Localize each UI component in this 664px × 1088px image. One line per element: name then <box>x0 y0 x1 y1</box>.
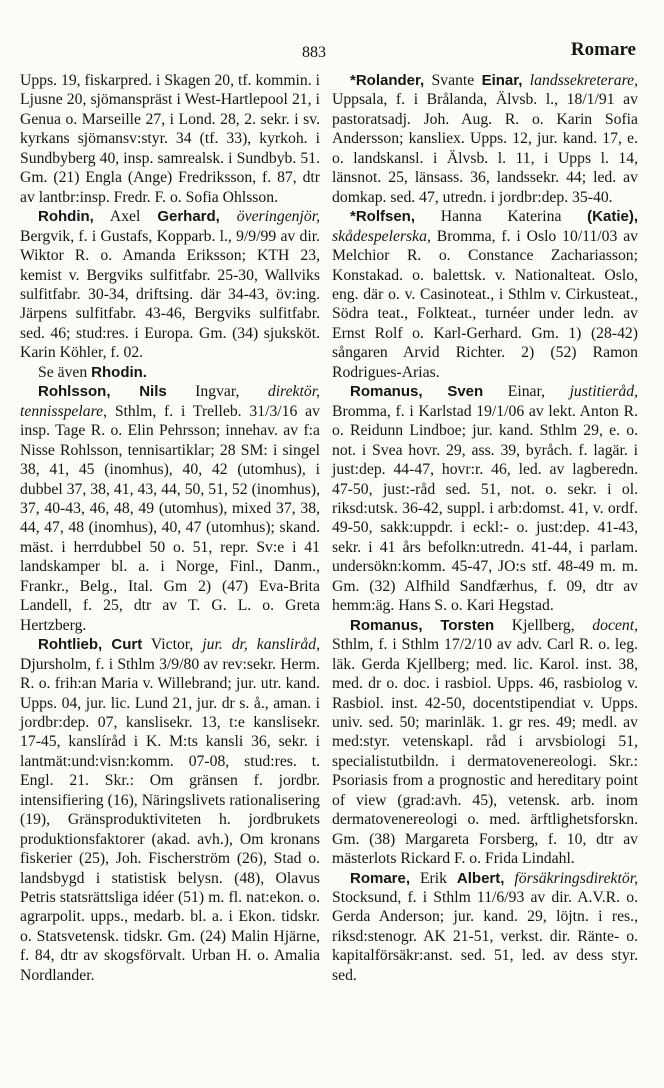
entry-title: direktör, tennisspelare, <box>20 383 320 420</box>
entry-surname: Rohlsson, <box>38 383 111 401</box>
entry-romanus-sven <box>332 382 638 615</box>
left-column <box>20 71 320 985</box>
entry-rohlsson <box>20 382 320 635</box>
entry-given-bold: (Katie), <box>587 208 638 226</box>
entry-given: Victor, <box>142 636 194 654</box>
running-head: Romare <box>570 39 636 60</box>
see-also-ref: Rhodin. <box>91 363 147 381</box>
entry-romanus-torsten <box>332 616 638 869</box>
entry-given: Hanna Katerina <box>415 208 588 226</box>
entry-given: Erik <box>410 869 457 887</box>
right-column <box>332 71 638 985</box>
entry-rolfsen <box>332 207 638 382</box>
entry-given: Svante <box>424 72 482 89</box>
entry-title: landssekreterare, <box>522 72 638 89</box>
entry-given: Kjellberg, <box>494 616 575 634</box>
entry-surname: Romare, <box>350 869 411 887</box>
entry-surname: Rohtlieb, <box>38 636 103 654</box>
entry-given-bold: Gerhard, <box>157 208 220 226</box>
entry-given: Ingvar, <box>166 383 240 401</box>
entry-title: docent, <box>574 616 638 634</box>
entry-title: jur. dr, kansliråd, <box>193 636 320 654</box>
entry-rolander <box>332 71 638 207</box>
entry-romare <box>332 869 638 986</box>
entry-text: Bergvik, f. i Gustafs, Kopparb. l., 9/9/99 av dir. Wiktor R. o. Amanda Eriksson; KTH 23, kemist v. Bergviks sulfitfabr. 25-30, Wallviks sulfitfabr. 30-34, driftsing. där 34-43, öv:ing. Järpens sulfitfabr. 43-46, Bergviks sulfitfabr. sed. 46; stud:res. i Europa. Gm. (34) sjuksköt. Karin Köhler, f. 02. <box>20 227 320 362</box>
entry-text: Sthlm, f. i Trelleb. 31/3/16 av insp. Tage R. o. Elin Pehrsson; innehav. av f:a Nisse Rohlsson, tennisartiklar; 28 SM: i singel 38, 41, 45 (inomhus), 40, 42 (utomhus), i dubbel 37, 38, 41, 43, 44, 50, 51, 52 (inomhus), 37, 40-43, 46, 48, 49 (utomhus), mixed 37, 38, 44, 47, 48 (inomhus), 40, 47 (utomhus); skand. mäst. i herrdubbel 50 o. 51, repr. Sv:e i 41 landskamper bl. a. i Norge, Finl., Danm., Frankr., Belg., Ital. Gm 2) (47) Eva-Brita Landell, f. 25, dtr av T. G. L. o. Greta Hertzberg. <box>20 402 320 634</box>
entry-title: försäkringsdirektör, <box>504 869 638 887</box>
entry-title: överingenjör, <box>219 208 320 226</box>
entry-given-bold: Torsten <box>422 616 495 634</box>
entry-title: justitieråd, <box>545 383 638 401</box>
entry-surname: Romanus, <box>350 616 423 634</box>
page-number: 883 <box>302 44 326 61</box>
entry-text: Bromma, f. i Oslo 10/11/03 av Melchior R. o. Constance Zachariasson; Konstakad. o. balettsk. v. Nationalteat. Oslo, eng. där o. v. Casinoteat., i Sthlm v. Cirkusteat., Södra teat., Folkteat., turnéer under ledn. av Ernst Rolf o. Karl-Gerhard. Gm. 1) (28-42) sångaren Arvid Richter. 2) (52) Ramon Rodrigues-Arias. <box>332 227 638 381</box>
entry-given-bold: Curt <box>102 636 143 654</box>
entry-rohtlieb <box>20 635 320 985</box>
entry-surname: Romanus, <box>350 383 423 401</box>
entry-given-bold: Sven <box>422 383 484 401</box>
entry-given-bold: Einar, <box>481 72 523 89</box>
entry-given-bold: Albert, <box>456 869 505 887</box>
entry-text: Stocksund, f. i Sthlm 11/6/93 av dir. A.V.R. o. Gerda Anderson; jur. kand. 29, löjtn. i res., riksd:stenogr. AK 21-51, verkst. dir. Ränte- o. kapitalförsäkr:anst. sed. 51, led. av dess styr. sed. <box>332 889 638 984</box>
see-also-prefix: Se även <box>38 363 92 381</box>
entry-continuation: Upps. 19, fiskarpred. i Skagen 20, tf. kommin. i Ljusne 20, sjömanspräst i West-Hartlepool 21, i Genua o. Marseille 27, i Lond. 28, 2. sekr. i sv. kyrkans sjömansv:styr. 34 (tf. 33), kyrkoh. i Sundbyberg 40, insp. samrealsk. i Sundbyb. 51. Gm. (21) Engla (Ange) Fredriksson, f. 87, dtr av lantbr:insp. Fredr. F. o. Sofia Ohlsson. <box>20 72 320 206</box>
entry-surname: *Rolfsen, <box>350 208 416 226</box>
entry-text: Sthlm, f. i Sthlm 17/2/10 av adv. Carl R. o. leg. läk. Gerda Kjellberg; med. lic. Karol. inst. 38, med. dr o. doc. i rasbiol. Upps. 46, rasbiolog v. Rasbiol. inst. 42-50, docentstipendiat v. Upps. univ. sed. 50; marinläk. 1. gr res. 49; medl. av med:styr. vetenskapl. råd i arvsbiologi 51, specialistutbildn. i dermatovenereologi. Skr.: Psoriasis from a prognostic and hereditary point of view (grad:avh. 45), vetensk. arb. inom dermatovenereologi o. med. ärftlighetsforskn. Gm. (38) Margareta Forsberg, f. 10, dtr av mästerlots Rickard F. o. Frida Lindahl. <box>332 636 638 868</box>
entry-text: Djursholm, f. i Sthlm 3/9/80 av rev:sekr. Herm. R. o. frih:an Maria v. Willebrand; jur. utr. kand. Upps. 04, jur. lic. Lund 21, jur. dr s. å., aman. i jordbr:dep. 07, kanslisekr. 13, t:e kanslisekr. 17-45, kanslíråd i K. M:ts kansli 36, sekr. i lantmät:und:visn:komm. 07-08, stud:res. t. Engl. 21. Skr.: Om gränsen f. jordbr. intensifiering (16), Näringslivets rationalisering (19), Gränsproduktiviteten h. jordbrukets produktionsfaktorer (akad. avh.), Om kronans fiskerier (25), Joh. Fischerström (26), Stad o. landsbygd i statistisk belysn. (48), Olavus Petris statsrättsliga idéer (51) m. fl. nat:ekon. o. agrarpolit. upps., medarb. bl. a. i Ekon. tidskr. o. Statsvetensk. tidskr. Gm. (24) Malin Hjärne, f. 84, dtr av skogsförvalt. Urban H. o. Amalia Nordlander. <box>20 655 320 984</box>
entry-text: Bromma, f. i Karlstad 19/1/06 av lekt. Anton R. o. Reidunn Lindboe; jur. kand. Sthlm 29, e. o. not. i Svea hovr. 29, ass. 39, byråch. f. lagär. i just:dep. 44-47, hovr:r. 46, led. av lagberedn. 47-50, just:-råd sed. 51, not. o. sekr. i ol. riksd:utsk. 36-42, suppl. i arb:domst. 41, v. ordf. 49-50, sakk:uppdr. i eckl:- o. just:dep. 41-43, sekr. i 41 års befolkn:utredn. 41-44, i parlam. undersökn:komm. 45-47, JO:s stf. 48-49 m. m. Gm. (32) Alfhild Sandfærhus, f. 09, dtr av hemm:äg. Hans S. o. Kari Hegstad. <box>332 402 638 615</box>
entry-given: Axel <box>93 208 158 226</box>
entry-surname: *Rolander, <box>350 72 425 89</box>
entry-given: Einar, <box>483 383 546 401</box>
entry-text: Uppsala, f. i Brålanda, Älvsb. l., 18/1/91 av pastoratsadj. Joh. Aug. R. o. Karin Sofia Andersson; kansliex. Upps. 12, jur. kand. 17, e. o. landskansl. i Älvsb. l. 11, i Upps l. 14, länsnot. 25, länsass. 36, landssekr. 44; led. av domkap. sed. 47, utredn. i jordbr:dep. 35-40. <box>332 91 638 206</box>
entry-title: skådespelerska, <box>332 227 431 245</box>
entry-rohdin <box>20 207 320 363</box>
entry-surname: Rohdin, <box>38 208 94 226</box>
see-also <box>20 363 320 382</box>
entry-given-bold: Nils <box>110 383 167 401</box>
